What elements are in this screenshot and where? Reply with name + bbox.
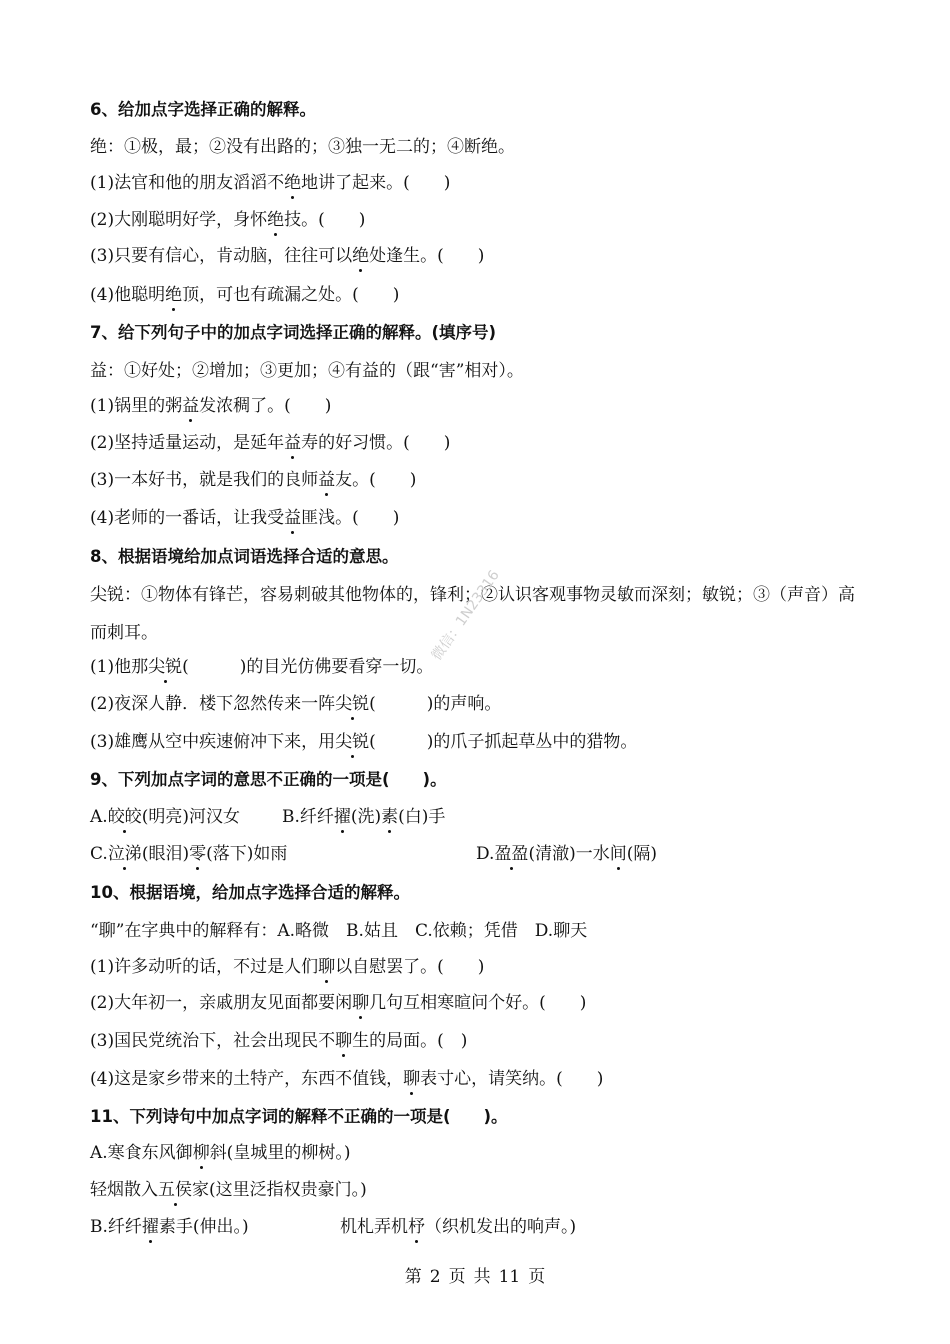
question-6-item-1: (1)法官和他的朋友滔滔不绝地讲了起来。( ): [90, 173, 451, 193]
dotted-char: 益: [318, 470, 336, 490]
dotted-word: 尖锐: [335, 732, 370, 752]
dotted-word: 尖锐: [335, 694, 370, 714]
question-6-item-2: (2)大刚聪明好学，身怀绝技。( ): [90, 210, 366, 230]
dotted-char: 聊: [403, 1069, 421, 1089]
dotted-char: 绝: [352, 246, 370, 266]
question-8-definition: 尖锐：①物体有锋芒，容易刺破其他物体的，锋利；②认识客观事物灵敏而深刻；敏锐；③（声音）高而刺耳。: [90, 585, 855, 643]
question-10-definition: “聊”在字典中的解释有：A.略微 B.姑且 C.依赖；凭借 D.聊天: [90, 921, 588, 941]
question-7-item-4: (4)老师的一番话，让我受益匪浅。( ): [90, 508, 400, 528]
dotted-char: 绝: [165, 285, 183, 305]
dotted-char: 绝: [284, 173, 302, 193]
question-8-item-1: (1)他那尖锐( )的目光仿佛要看穿一切。: [90, 657, 434, 677]
dotted-word: 尖锐: [148, 657, 183, 677]
question-8-item-3: (3)雄鹰从空中疾速俯冲下来，用尖锐( )的爪子抓起草丛中的猎物。: [90, 732, 638, 752]
dotted-char: 聊: [335, 1031, 353, 1051]
dotted-char: 益: [182, 396, 200, 416]
dotted-char: 聊: [352, 993, 370, 1013]
question-7-item-1: (1)锅里的粥益发浓稠了。( ): [90, 396, 332, 416]
question-10-item-1: (1)许多动听的话，不过是人们聊以自慰罢了。( ): [90, 957, 485, 977]
question-11-option-a-line-1: A.寒食东风御柳斜(皇城里的柳树。): [90, 1143, 351, 1163]
question-9-option-d: D.盈盈(清澈)一水间(隔): [476, 844, 657, 864]
dotted-char: 益: [284, 508, 302, 528]
dotted-char: 绝: [267, 210, 285, 230]
question-11-option-b-line-2: 机札弄机杼（织机发出的响声。): [340, 1217, 577, 1237]
question-10-title: 10、根据语境，给加点字选择合适的解释。: [90, 883, 410, 902]
dotted-char: 益: [284, 433, 302, 453]
question-11-title: 11、下列诗句中加点字词的解释不正确的一项是( )。: [90, 1107, 508, 1126]
question-10-item-3: (3)国民党统治下，社会出现民不聊生的局面。( ): [90, 1031, 468, 1051]
question-7-item-3: (3)一本好书，就是我们的良师益友。( ): [90, 470, 417, 490]
question-7-item-2: (2)坚持适量运动，是延年益寿的好习惯。( ): [90, 433, 451, 453]
question-10-item-4: (4)这是家乡带来的土特产，东西不值钱，聊表寸心，请笑纳。( ): [90, 1069, 604, 1089]
question-7-title: 7、给下列句子中的加点字词选择正确的解释。(填序号): [90, 323, 497, 342]
total-pages: 11: [498, 1267, 521, 1287]
question-7-definition: 益：①好处；②增加；③更加；④有益的（跟“害”相对）。: [90, 361, 524, 381]
question-6-title: 6、给加点字选择正确的解释。: [90, 100, 316, 119]
dotted-char: 聊: [318, 957, 336, 977]
question-8-item-2: (2)夜深人静．楼下忽然传来一阵尖锐( )的声响。: [90, 694, 502, 714]
question-11-option-b-line-1: B.纤纤擢素手(伸出。): [90, 1217, 249, 1237]
question-8-title: 8、根据语境给加点词语选择合适的意思。: [90, 547, 399, 566]
page-number: 2: [429, 1267, 441, 1287]
question-9-option-c: C.泣涕(眼泪)零(落下)如雨: [90, 844, 288, 864]
question-10-item-2: (2)大年初一，亲戚朋友见面都要闲聊几句互相寒暄问个好。( ): [90, 993, 587, 1013]
page-footer: 第 2 页 共 11 页: [404, 1267, 546, 1287]
question-9-option-a: A.皎皎(明亮)河汉女: [90, 807, 240, 827]
question-6-definition: 绝：①极，最；②没有出路的；③独一无二的；④断绝。: [90, 137, 515, 157]
question-9-option-b: B.纤纤擢(洗)素(白)手: [282, 807, 446, 827]
watermark: 微信：1N23316: [428, 567, 503, 664]
question-9-title: 9、下列加点字词的意思不正确的一项是( )。: [90, 770, 447, 789]
question-6-item-4: (4)他聪明绝顶，可也有疏漏之处。( ): [90, 285, 400, 305]
question-11-option-a-line-2: 轻烟散入五侯家(这里泛指权贵豪门。): [90, 1180, 367, 1200]
question-6-item-3: (3)只要有信心，肯动脑，往往可以绝处逢生。( ): [90, 246, 485, 266]
